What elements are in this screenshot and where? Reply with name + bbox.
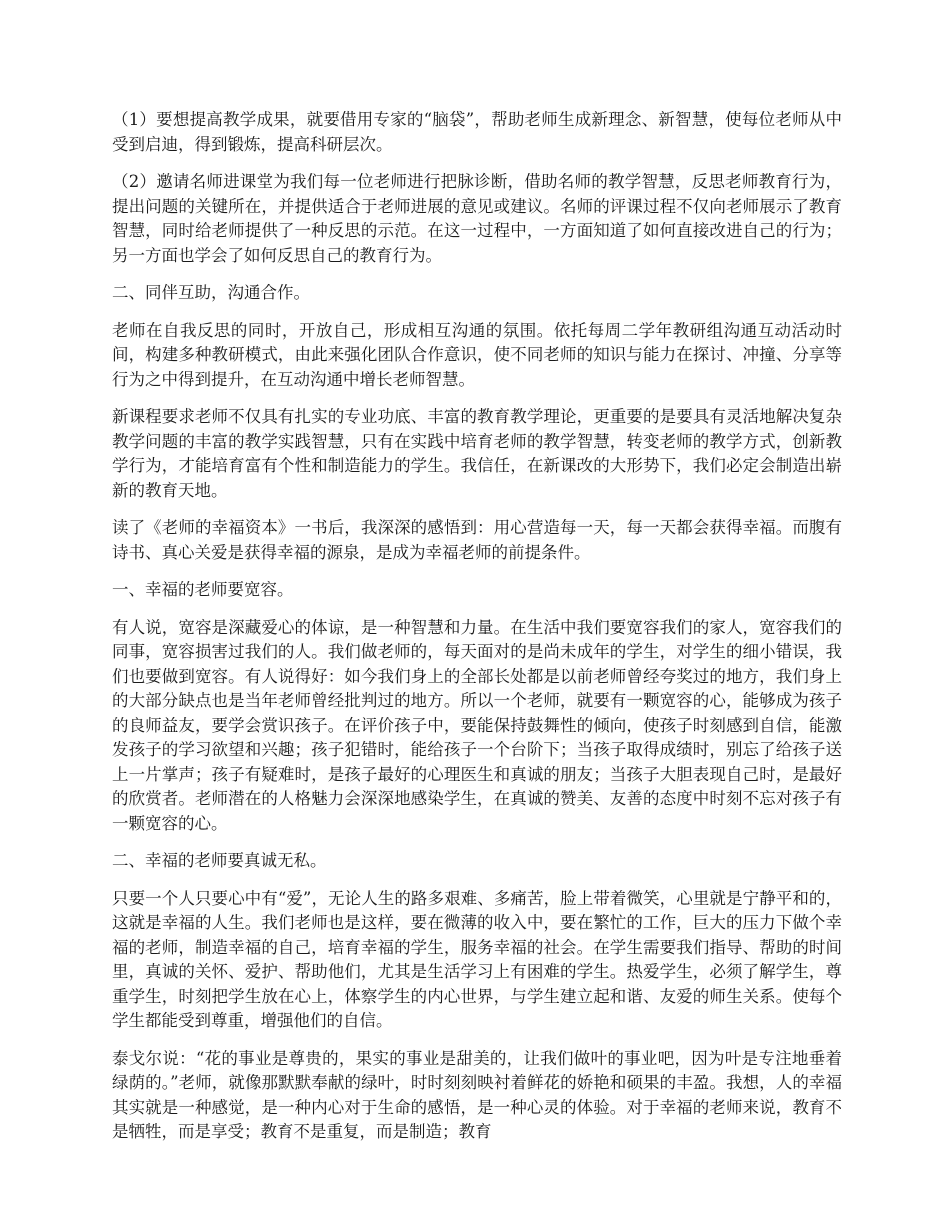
paragraph-tolerance: 有人说，宽容是深藏爱心的体谅，是一种智慧和力量。在生活中我们要宽容我们的家人，宽容我们的同事，宽容损害过我们的人。我们做老师的，每天面对的是尚未成年的学生，对学生的细小错误，我们也要做到宽容。有人说得好：如今我们身上的全部长处都是以前老师曾经夸奖过的地方，我们身上的大部分缺点也是当年老师曾经批判过的地方。所以一个老师，就要有一颗宽容的心，能够成为孩子的良师益友，要学会赏识孩子。在评价孩子中，要能保持鼓舞性的倾向，使孩子时刻感到自信，能激发孩子的学习欲望和兴趣；孩子犯错时，能给孩子一个台阶下；当孩子取得成绩时，别忘了给孩子送上一片掌声；孩子有疑难时，是孩子最好的心理医生和真诚的朋友；当孩子大胆表现自己时，是最好的欣赏者。老师潜在的人格魅力会深深地感染学生，在真诚的赞美、友善的态度中时刻不忘对孩子有一颗宽容的心。 [112, 617, 842, 833]
paragraph-master-teacher: （2）邀请名师进课堂为我们每一位老师进行把脉诊断，借助名师的教学智慧，反思老师教育行为，提出问题的关键所在，并提供适合于老师进展的意见或建议。名师的评课过程不仅向老师展示了教育智慧，同时给老师提供了一种反思的示范。在这一过程中，一方面知道了如何直接改进自己的行为；另一方面也学会了如何反思自己的教育行为。 [112, 172, 842, 265]
paragraph-book-reflection: 读了《老师的幸福资本》一书后，我深深的感悟到：用心营造每一天，每一天都会获得幸福。而腹有诗书、真心关爱是获得幸福的源泉，是成为幸福老师的前提条件。 [112, 518, 842, 562]
paragraph-tagore: 泰戈尔说：“花的事业是尊贵的，果实的事业是甜美的，让我们做叶的事业吧，因为叶是专注地垂着绿荫的。”老师，就像那默默奉献的绿叶，时时刻刻映衬着鲜花的娇艳和硕果的丰盈。我想，人的幸福其实就是一种感觉，是一种内心对于生命的感悟，是一种心灵的体验。对于幸福的老师来说，教育不是牺牲，而是享受；教育不是重复，而是制造；教育 [112, 1048, 842, 1141]
paragraph-love: 只要一个人只要心中有“爱”，无论人生的路多艰难、多痛苦，脸上带着微笑，心里就是宁静平和的，这就是幸福的人生。我们老师也是这样，要在微薄的收入中，要在繁忙的工作，巨大的压力下做个幸福的老师，制造幸福的自己，培育幸福的学生，服务幸福的社会。在学生需要我们指导、帮助的时间里，真诚的关怀、爱护、帮助他们，尤其是生活学习上有困难的学生。热爱学生，必须了解学生，尊重学生，时刻把学生放在心上，体察学生的内心世界，与学生建立起和谐、友爱的师生关系。使每个学生都能受到尊重，增强他们的自信。 [112, 888, 842, 1030]
paragraph-expert-help: （1）要想提高教学成果，就要借用专家的“脑袋”，帮助老师生成新理念、新智慧，使每位老师从中受到启迪，得到锻炼，提高科研层次。 [112, 110, 842, 154]
heading-sincerity: 二、幸福的老师要真诚无私。 [112, 851, 327, 870]
heading-peer-support: 二、同伴互助，沟通合作。 [112, 283, 310, 302]
heading-tolerance: 一、幸福的老师要宽容。 [112, 580, 294, 599]
paragraph-new-curriculum: 新课程要求老师不仅具有扎实的专业功底、丰富的教育教学理论，更重要的是要具有灵活地解决复杂教学问题的丰富的教学实践智慧，只有在实践中培育老师的教学智慧，转变老师的教学方式，创新教学行为，才能培育富有个性和制造能力的学生。我信任，在新课改的大形势下，我们必定会制造出崭新的教育天地。 [112, 407, 842, 500]
document-body [112, 108, 842, 1158]
paragraph-self-reflection: 老师在自我反思的同时，开放自己，形成相互沟通的氛围。依托每周二学年教研组沟通互动活动时间，构建多种教研模式，由此来强化团队合作意识，使不同老师的知识与能力在探讨、冲撞、分享等行为之中得到提升，在互动沟通中增长老师智慧。 [112, 320, 842, 389]
